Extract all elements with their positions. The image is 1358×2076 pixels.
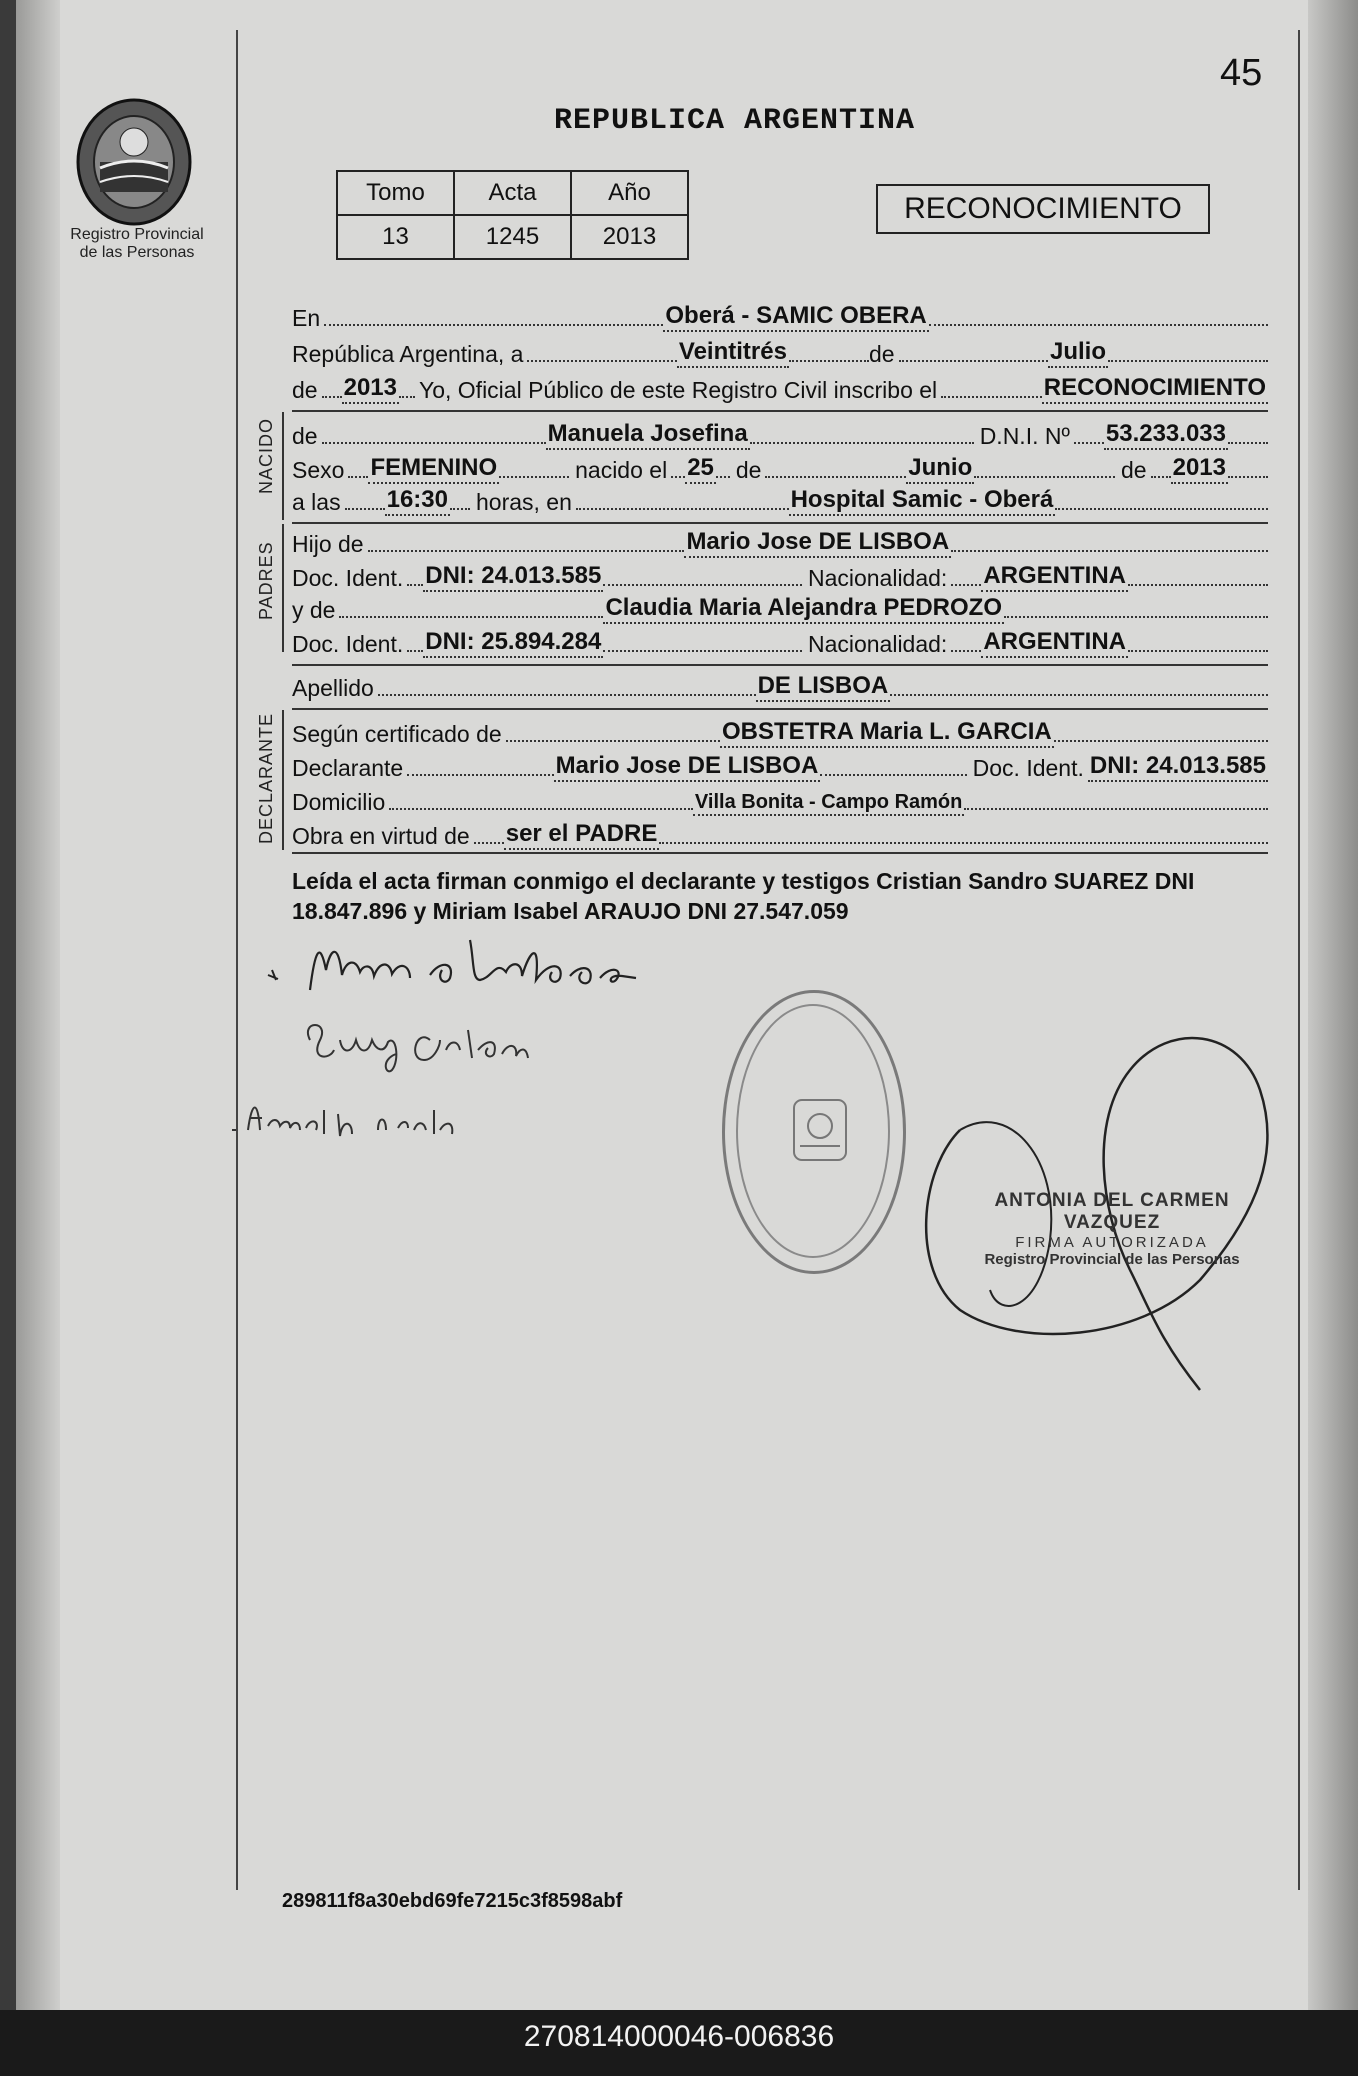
- dotted-leader: [1151, 475, 1171, 478]
- dotted-leader: [1054, 739, 1268, 742]
- obra-label: Obra en virtud de: [292, 823, 470, 849]
- dotted-leader: [324, 323, 663, 326]
- doc-label: Doc. Ident.: [292, 631, 404, 657]
- register-value-cell: 1245: [454, 215, 571, 259]
- domicilio-label: Domicilio: [292, 789, 386, 815]
- declarante-section-label: DECLARANTE: [256, 712, 276, 844]
- official-registry: Registro Provincial de las Personas: [984, 1251, 1240, 1268]
- register-header-cell: Año: [571, 171, 688, 215]
- dotted-leader: [659, 841, 1268, 844]
- mother-name: Claudia Maria Alejandra PEDROZO: [603, 594, 1004, 624]
- republica-label: República Argentina, a: [292, 341, 524, 367]
- declarant-signature-icon: [260, 920, 720, 1010]
- dotted-leader: [929, 323, 1268, 326]
- place-value: Oberá - SAMIC OBERA: [663, 302, 928, 332]
- dotted-leader: [951, 649, 981, 652]
- obra-value: ser el PADRE: [504, 820, 660, 850]
- domicilio-value: Villa Bonita - Campo Ramón: [693, 791, 964, 816]
- child-dni: 53.233.033: [1104, 420, 1228, 450]
- coat-of-arms-icon: [70, 90, 198, 230]
- section-divider: [292, 852, 1268, 854]
- dotted-leader: [603, 649, 802, 652]
- birth-day: 25: [685, 454, 716, 484]
- father-nationality: ARGENTINA: [981, 562, 1128, 592]
- act-value: RECONOCIMIENTO: [1042, 374, 1268, 404]
- dotted-leader: [1228, 475, 1268, 478]
- date-row: [292, 336, 1268, 368]
- footer-id: 270814000046-006836: [523, 2020, 835, 2053]
- obra-row: [292, 818, 1268, 850]
- dotted-leader: [820, 773, 966, 776]
- horas-label: horas, en: [475, 489, 572, 515]
- witness-signature-icon: [300, 1010, 620, 1080]
- de-label: de: [1121, 457, 1147, 483]
- child-name-row: [292, 418, 1268, 450]
- act-type-box: RECONOCIMIENTO: [876, 184, 1210, 234]
- dotted-leader: [506, 739, 720, 742]
- apellido-row: [292, 670, 1268, 702]
- apellido-value: DE LISBOA: [756, 672, 891, 702]
- dotted-leader: [899, 359, 1048, 362]
- binding-strip: [0, 0, 16, 2010]
- father-doc-row: [292, 560, 1268, 592]
- dotted-leader: [1108, 359, 1268, 362]
- register-value-row: [337, 215, 688, 259]
- month-value: Julio: [1048, 338, 1108, 368]
- declarante-value: Mario Jose DE LISBOA: [554, 752, 821, 782]
- doc-label: Doc. Ident.: [972, 755, 1084, 781]
- en-label: En: [292, 305, 321, 331]
- section-divider: [292, 522, 1268, 524]
- dotted-leader: [345, 507, 385, 510]
- hijo-label: Hijo de: [292, 531, 364, 557]
- dotted-leader: [1055, 507, 1268, 510]
- alas-label: a las: [292, 489, 341, 515]
- segun-label: Según certificado de: [292, 721, 502, 747]
- dotted-leader: [378, 693, 756, 696]
- yde-label: y de: [292, 597, 336, 623]
- father-name: Mario Jose DE LISBOA: [684, 528, 951, 558]
- official-name: ANTONIA DEL CARMEN VAZQUEZ: [994, 1190, 1230, 1233]
- register-header-cell: Tomo: [337, 171, 454, 215]
- register-header-row: [337, 171, 688, 215]
- dotted-leader: [389, 807, 693, 810]
- section-divider: [292, 410, 1268, 412]
- mother-row: [292, 592, 1268, 624]
- dotted-leader: [322, 441, 546, 444]
- right-shadow: [1308, 0, 1358, 2010]
- dotted-leader: [474, 841, 504, 844]
- register-value-cell: 2013: [571, 215, 688, 259]
- dni-label: D.N.I. Nº: [979, 423, 1070, 449]
- dotted-leader: [339, 615, 603, 618]
- dotted-leader: [951, 583, 981, 586]
- declarante-doc: DNI: 24.013.585: [1088, 752, 1268, 782]
- de-label: de: [868, 341, 895, 367]
- declarante-bracket: [282, 710, 284, 850]
- certificado-row: [292, 716, 1268, 748]
- mother-doc: DNI: 25.894.284: [423, 628, 603, 658]
- dotted-leader: [399, 395, 415, 398]
- dotted-leader: [322, 395, 342, 398]
- birth-month: Junio: [906, 454, 974, 484]
- inscription-row: [292, 372, 1268, 404]
- father-row: [292, 526, 1268, 558]
- year-value: 2013: [342, 374, 399, 404]
- dotted-leader: [527, 359, 676, 362]
- dotted-leader: [1004, 615, 1268, 618]
- mother-nationality: ARGENTINA: [981, 628, 1128, 658]
- dotted-leader: [407, 583, 423, 586]
- doc-label: Doc. Ident.: [292, 565, 404, 591]
- certificado-value: OBSTETRA Maria L. GARCIA: [720, 718, 1054, 748]
- dotted-leader: [407, 773, 553, 776]
- dotted-leader: [964, 807, 1268, 810]
- domicilio-row: [292, 784, 1268, 816]
- declarante-row: [292, 750, 1268, 782]
- nacido-bracket: [282, 412, 284, 520]
- nacionalidad-label: Nacionalidad:: [807, 565, 948, 591]
- dotted-leader: [450, 507, 470, 510]
- dotted-leader: [789, 359, 869, 362]
- declarante-label: Declarante: [292, 755, 404, 781]
- yo-label: Yo, Oficial Público de este Registro Civil inscribo el: [418, 377, 938, 403]
- dotted-leader: [1074, 441, 1104, 444]
- de-label: de: [735, 457, 762, 483]
- authorized-signature-stamp: [952, 1190, 1272, 1268]
- mother-doc-row: [292, 626, 1268, 658]
- register-header-cell: Acta: [454, 171, 571, 215]
- left-shadow: [16, 0, 60, 2010]
- dotted-leader: [671, 475, 685, 478]
- section-divider: [292, 708, 1268, 710]
- dotted-leader: [1128, 583, 1268, 586]
- birth-time: 16:30: [385, 486, 450, 516]
- child-name: Manuela Josefina: [546, 420, 750, 450]
- padres-section-label: PADRES: [256, 541, 276, 620]
- nacido-el-label: nacido el: [575, 457, 668, 483]
- dotted-leader: [941, 395, 1042, 398]
- sexo-value: FEMENINO: [368, 454, 499, 484]
- document-heading: REPUBLICA ARGENTINA: [554, 104, 916, 138]
- dotted-leader: [603, 583, 802, 586]
- dotted-leader: [368, 549, 685, 552]
- page-number: 45: [1220, 52, 1263, 94]
- place-row: [292, 300, 1268, 332]
- day-value: Veintitrés: [677, 338, 789, 368]
- register-value-cell: 13: [337, 215, 454, 259]
- closing-statement: Leída el acta firman conmigo el declarante y testigos Cristian Sandro SUAREZ DNI 18.847.896 y Miriam Isabel ARAUJO DNI 27.547.059: [292, 868, 1195, 924]
- dotted-leader: [716, 475, 730, 478]
- dotted-leader: [576, 507, 789, 510]
- nacido-section-label: NACIDO: [256, 417, 276, 494]
- registry-caption: [62, 226, 212, 262]
- caption-line-1: Registro Provincial: [70, 226, 204, 243]
- dotted-leader: [348, 475, 368, 478]
- dotted-leader: [407, 649, 423, 652]
- dotted-leader: [890, 693, 1268, 696]
- dotted-leader: [1228, 441, 1268, 444]
- birth-year: 2013: [1171, 454, 1228, 484]
- de2-label: de: [292, 377, 318, 403]
- padres-bracket: [282, 524, 284, 652]
- nacionalidad-label: Nacionalidad:: [807, 631, 948, 657]
- document-hash: 289811f8a30ebd69fe7215c3f8598abf: [282, 1890, 623, 1912]
- caption-line-2: de las Personas: [79, 244, 195, 261]
- section-divider: [292, 664, 1268, 666]
- father-doc: DNI: 24.013.585: [423, 562, 603, 592]
- dotted-leader: [951, 549, 1268, 552]
- sexo-label: Sexo: [292, 457, 345, 483]
- apellido-label: Apellido: [292, 675, 374, 701]
- seal-emblem-icon: [780, 1090, 860, 1170]
- register-table: [336, 170, 689, 260]
- dotted-leader: [765, 475, 906, 478]
- witness-signature-icon: [228, 1090, 528, 1150]
- dotted-leader: [1128, 649, 1268, 652]
- sex-birth-row: [292, 452, 1268, 484]
- dotted-leader: [750, 441, 974, 444]
- dotted-leader: [499, 475, 569, 478]
- dotted-leader: [974, 475, 1115, 478]
- official-role: FIRMA AUTORIZADA: [1015, 1234, 1209, 1251]
- birth-place: Hospital Samic - Oberá: [789, 486, 1056, 516]
- time-place-row: [292, 484, 1268, 516]
- de-label: de: [292, 423, 318, 449]
